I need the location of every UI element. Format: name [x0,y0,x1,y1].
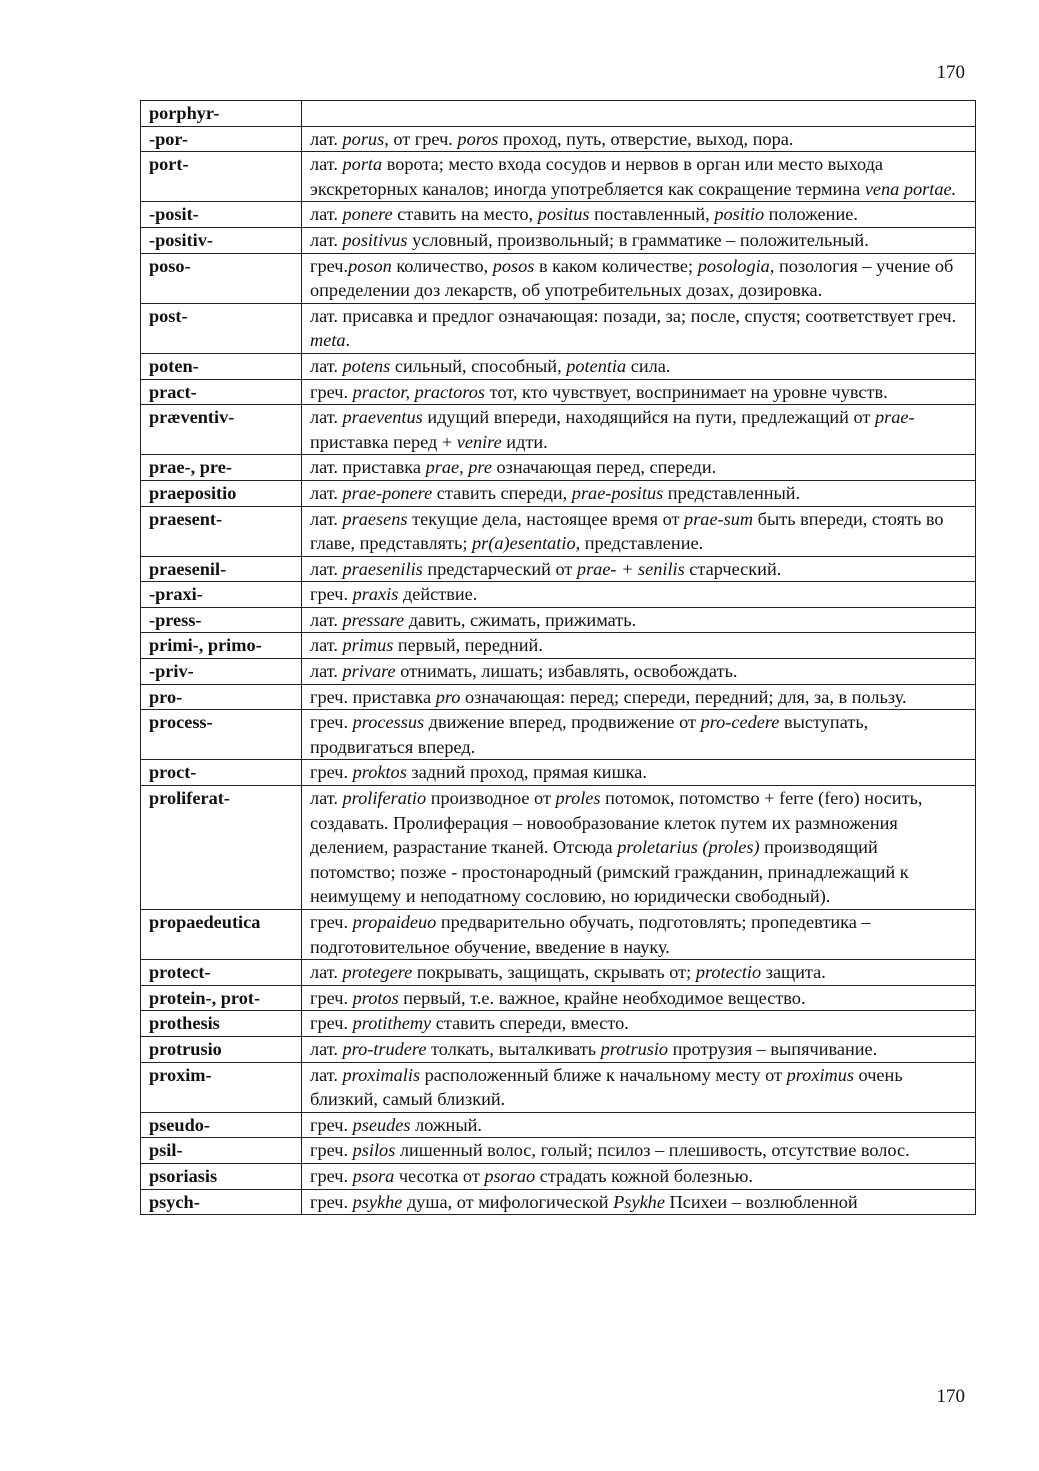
entry-definition [302,506,976,556]
definition-text: лишенный волос, голый; псилоз – плешивость, отсутствие волос. [395,1140,910,1161]
entry-definition [302,659,976,685]
definition-text: , от греч. [384,128,458,149]
entry-definition [302,556,976,582]
definition-text: лат. [310,788,343,809]
definition-text: очень близкий, самый близкий. [310,1064,903,1110]
dictionary-row [141,582,976,608]
definition-italic-word: praeventus [342,407,423,428]
definition-italic-word: porus [342,128,385,149]
definition-text: движение вперед, продвижение от [424,712,701,733]
entry-term: porphyr- [141,101,302,127]
definition-text: поставленный, [589,204,715,225]
dictionary-row [141,506,976,556]
entry-definition [302,227,976,253]
definition-text: лат. [310,128,343,149]
definition-italic-word: prae, pre [425,457,492,478]
definition-text: расположенный ближе к начальному месту от [420,1064,787,1085]
definition-italic-word: potentia [566,355,627,376]
entry-definition [302,1189,976,1215]
entry-definition [302,101,976,127]
entry-term: prae-, pre- [141,455,302,481]
definition-italic-word: protithemy [352,1013,432,1034]
entry-term: -press- [141,607,302,633]
entry-term: poten- [141,353,302,379]
entry-definition [302,126,976,152]
entry-term: pract- [141,379,302,405]
entry-term: -posit- [141,202,302,228]
definition-text: Психеи – возлюбленной [664,1191,858,1212]
definition-italic-word: proletarius (proles) [617,837,760,858]
dictionary-row [141,633,976,659]
dictionary-row [141,227,976,253]
entry-definition [302,1112,976,1138]
definition-italic-word: prae [875,407,909,428]
entry-definition [302,480,976,506]
entry-term: praesent- [141,506,302,556]
entry-term: propaedeutica [141,910,302,960]
dictionary-row [141,253,976,303]
definition-text: быть впереди, стоять во главе, представлять; [310,508,944,554]
entry-term: pseudo- [141,1112,302,1138]
definition-italic-word: protectio [695,962,762,983]
definition-italic-word: praesens [342,508,408,529]
entry-term: process- [141,710,302,760]
dictionary-row [141,480,976,506]
definition-italic-word: primus [342,635,394,656]
definition-italic-word: prae-sum [684,508,754,529]
entry-definition [302,1036,976,1062]
definition-text: толкать, выталкивать [426,1038,601,1059]
definition-text: представленный. [663,482,801,503]
definition-text: предварительно обучать, подготовлять; пропедевтика – подготовительное обучение, введение в науку. [310,912,871,957]
definition-italic-word: protegere [342,962,413,983]
definition-text: лат. [310,962,343,983]
entry-term: praesenil- [141,556,302,582]
definition-text: первый, т.е. важное, крайне необходимое вещество. [398,987,806,1008]
dictionary-row [141,1062,976,1112]
definition-text: . [345,330,351,351]
definition-text: греч. [310,381,353,402]
definition-text: лат. [310,609,343,630]
entry-definition [302,353,976,379]
definition-italic-word: psora [352,1165,395,1186]
entry-term: -positiv- [141,227,302,253]
definition-italic-word: pro-cedere [700,712,780,733]
dictionary-row [141,760,976,786]
definition-text: позология – учение об определении доз лекарств, об употребительных дозах, дозировка. [310,255,954,301]
definition-italic-word: protrusio [600,1038,669,1059]
definition-italic-word: prae-ponere [342,482,433,503]
entry-definition [302,760,976,786]
definition-italic-word: praxis [352,584,399,605]
entry-term: protect- [141,960,302,986]
entry-term: -priv- [141,659,302,685]
definition-text: греч. [310,1165,353,1186]
definition-text: в каком количестве; [534,255,698,276]
dictionary-row [141,455,976,481]
entry-definition [302,202,976,228]
definition-text: давить, сжимать, прижимать. [404,609,637,630]
definition-italic-word: propaideuo [352,912,437,932]
definition-text: протрузия – выпячивание. [668,1038,878,1059]
definition-text: первый, передний. [393,635,543,656]
definition-text: идущий впереди, находящийся на пути, предлежащий от [422,407,875,428]
definition-text: сила. [626,355,671,376]
definition-text: представление. [580,533,704,554]
dictionary-row [141,379,976,405]
dictionary-row [141,202,976,228]
definition-italic-word: psorao [484,1165,536,1186]
definition-italic-word: proktos [352,762,407,783]
entry-definition [302,455,976,481]
page-number-bottom: 170 [936,1386,965,1407]
definition-text: греч. [310,1114,353,1135]
entry-definition [302,960,976,986]
definition-text: лат. [310,1064,343,1085]
definition-italic-word: positio [714,204,765,225]
definition-text: лат. приставка [310,457,426,478]
definition-text: греч. [310,1140,353,1161]
definition-text: означающая перед, спереди. [491,457,717,478]
entry-definition [302,1011,976,1037]
definition-italic-word: proximalis [342,1064,421,1085]
definition-text: действие. [398,584,478,605]
dictionary-row [141,353,976,379]
definition-italic-word: practor, practoros [352,381,486,402]
definition-italic-word: ponere [342,204,393,225]
entry-definition [302,985,976,1011]
definition-italic-word: Psykhe [613,1191,665,1212]
dictionary-row [141,710,976,760]
definition-text: лат. [310,482,343,503]
definition-italic-word: pressare [342,609,405,630]
dictionary-row [141,405,976,455]
definition-text: лат. [310,661,343,682]
dictionary-row [141,1189,976,1215]
dictionary-row [141,607,976,633]
definition-text: -приставка перед + [310,407,915,452]
definition-italic-word: pseudes [352,1114,411,1135]
definition-italic-word: vena portae. [864,178,957,199]
definition-text: текущие дела, настоящее время от [407,508,685,529]
definition-text: покрывать, защищать, скрывать от; [412,962,696,983]
entry-term: proliferat- [141,786,302,910]
definition-text: означающая: перед; спереди, передний; для, за, в пользу. [460,686,907,707]
definition-italic-word: proximus [786,1064,854,1085]
definition-text: греч. [310,584,353,605]
page-number-top: 170 [936,62,965,83]
dictionary-row [141,1036,976,1062]
definition-italic-word: positus [537,204,590,225]
definition-italic-word: potens [342,355,391,376]
definition-text: количество, [391,255,493,276]
definition-text: ворота; место входа сосудов и нервов в орган или место выхода экскреторных каналов; иногда употребляется как сокращение термина [310,154,884,199]
definition-text: лат. [310,1038,343,1059]
definition-italic-word: protos [352,987,399,1008]
definition-text: греч. приставка [310,686,436,707]
definition-text: лат. присавка и предлог означающая: позади, за; после, спустя; соответствует греч. [310,305,957,326]
entry-definition [302,253,976,303]
definition-italic-word: posos [492,255,535,276]
definition-italic-word: posologia, [697,255,775,276]
dictionary-row [141,1138,976,1164]
entry-term: proxim- [141,1062,302,1112]
entry-term: præventiv- [141,405,302,455]
definition-italic-word: prae-positus [571,482,664,503]
dictionary-row [141,1112,976,1138]
dictionary-body [141,101,976,1215]
definition-italic-word: psilos [352,1140,396,1161]
definition-text: защита. [761,962,826,983]
definition-text: тот, кто чувствует, воспринимает на уровне чувств. [485,381,888,402]
definition-text: лат. [310,229,343,250]
definition-italic-word: meta [310,330,346,351]
entry-term: -praxi- [141,582,302,608]
definition-text: лат. [310,355,343,376]
entry-term: pro- [141,684,302,710]
entry-definition [302,607,976,633]
definition-italic-word: pr(a)esentatio, [472,533,581,554]
definition-text: греч. [310,255,349,276]
entry-term: prothesis [141,1011,302,1037]
definition-text: производное от [426,788,556,809]
dictionary-row [141,684,976,710]
entry-definition [302,379,976,405]
definition-text: предстарческий от [422,558,577,579]
entry-definition [302,910,976,960]
definition-text: лат. [310,635,343,656]
entry-term: protein-, prot- [141,985,302,1011]
definition-italic-word: psykhe [352,1191,403,1212]
definition-text: страдать кожной болезнью. [535,1165,753,1186]
definition-text: греч. [310,987,353,1008]
definition-text: ставить на место, [392,204,538,225]
definition-italic-word: praesenilis [342,558,423,579]
definition-text: лат. [310,407,343,428]
entry-term: psoriasis [141,1163,302,1189]
definition-italic-word: proliferatio [342,788,427,809]
definition-italic-word: proles [555,788,601,809]
definition-italic-word: porta [342,154,383,175]
definition-text: производящий потомство; позже - простонародный (римский гражданин, принадлежащий к неимущему и неподатному сословию, но юридически свободный). [310,837,909,907]
definition-text: чесотка от [394,1165,485,1186]
definition-text: идти. [501,431,548,452]
dictionary-row [141,786,976,910]
entry-definition [302,1138,976,1164]
entry-term: -por- [141,126,302,152]
entry-term: psil- [141,1138,302,1164]
entry-term: poso- [141,253,302,303]
definition-text: ставить спереди, [432,482,572,503]
entry-definition [302,405,976,455]
entry-definition [302,633,976,659]
definition-text: греч. [310,1013,353,1034]
definition-text: греч. [310,712,353,733]
definition-italic-word: poros [457,128,499,149]
dictionary-row [141,659,976,685]
entry-definition [302,582,976,608]
definition-text: греч. [310,1191,353,1212]
dictionary-row [141,152,976,202]
definition-text: лат. [310,154,343,175]
definition-italic-word: venire [456,431,502,452]
definition-text: положение. [764,204,858,225]
definition-text: сильный, способный, [390,355,567,376]
definition-italic-word: pro [435,686,461,707]
definition-text: задний проход, прямая кишка. [406,762,647,783]
definition-text: ставить спереди, вместо. [431,1013,629,1034]
definition-text: условный, произвольный; в грамматике – положительный. [407,229,869,250]
dictionary-row [141,101,976,127]
definition-text: греч. [310,912,353,932]
definition-text: ложный. [410,1114,482,1135]
entry-term: primi-, primo- [141,633,302,659]
dictionary-row [141,960,976,986]
dictionary-row [141,985,976,1011]
dictionary-row [141,556,976,582]
entry-definition [302,1062,976,1112]
entry-term: port- [141,152,302,202]
entry-term: post- [141,303,302,353]
definition-text: проход, путь, отверстие, выход, пора. [498,128,794,149]
dictionary-row [141,303,976,353]
entry-term: praepositio [141,480,302,506]
entry-definition [302,303,976,353]
definition-italic-word: poson [348,255,392,276]
entry-term: protrusio [141,1036,302,1062]
definition-italic-word: positivus [342,229,408,250]
definition-text: потомок, потомство + ferre (fero) носить, создавать. Пролиферация – новообразование клеток путем их размножения делением, разрастание тканей. Отсюда [310,788,923,858]
definition-italic-word: prae- + senilis [576,558,685,579]
definition-text: лат. [310,508,343,529]
entry-term: psych- [141,1189,302,1215]
dictionary-row [141,126,976,152]
definition-text: отнимать, лишать; избавлять, освобождать. [395,661,738,682]
definition-text: выступать, продвигаться вперед. [310,712,869,757]
definition-text: лат. [310,558,343,579]
definition-text: лат. [310,204,343,225]
entry-definition [302,786,976,910]
definition-italic-word: privare [342,661,396,682]
dictionary-table [140,100,976,1215]
definition-text: старческий. [684,558,782,579]
dictionary-row [141,1163,976,1189]
entry-definition [302,152,976,202]
definition-italic-word: pro-trudere [342,1038,427,1059]
definition-text: душа, от мифологической [402,1191,614,1212]
dictionary-row [141,1011,976,1037]
dictionary-row [141,910,976,960]
entry-definition [302,1163,976,1189]
entry-term: proct- [141,760,302,786]
entry-definition [302,710,976,760]
definition-italic-word: processus [352,712,425,733]
definition-text: греч. [310,762,353,783]
entry-definition [302,684,976,710]
